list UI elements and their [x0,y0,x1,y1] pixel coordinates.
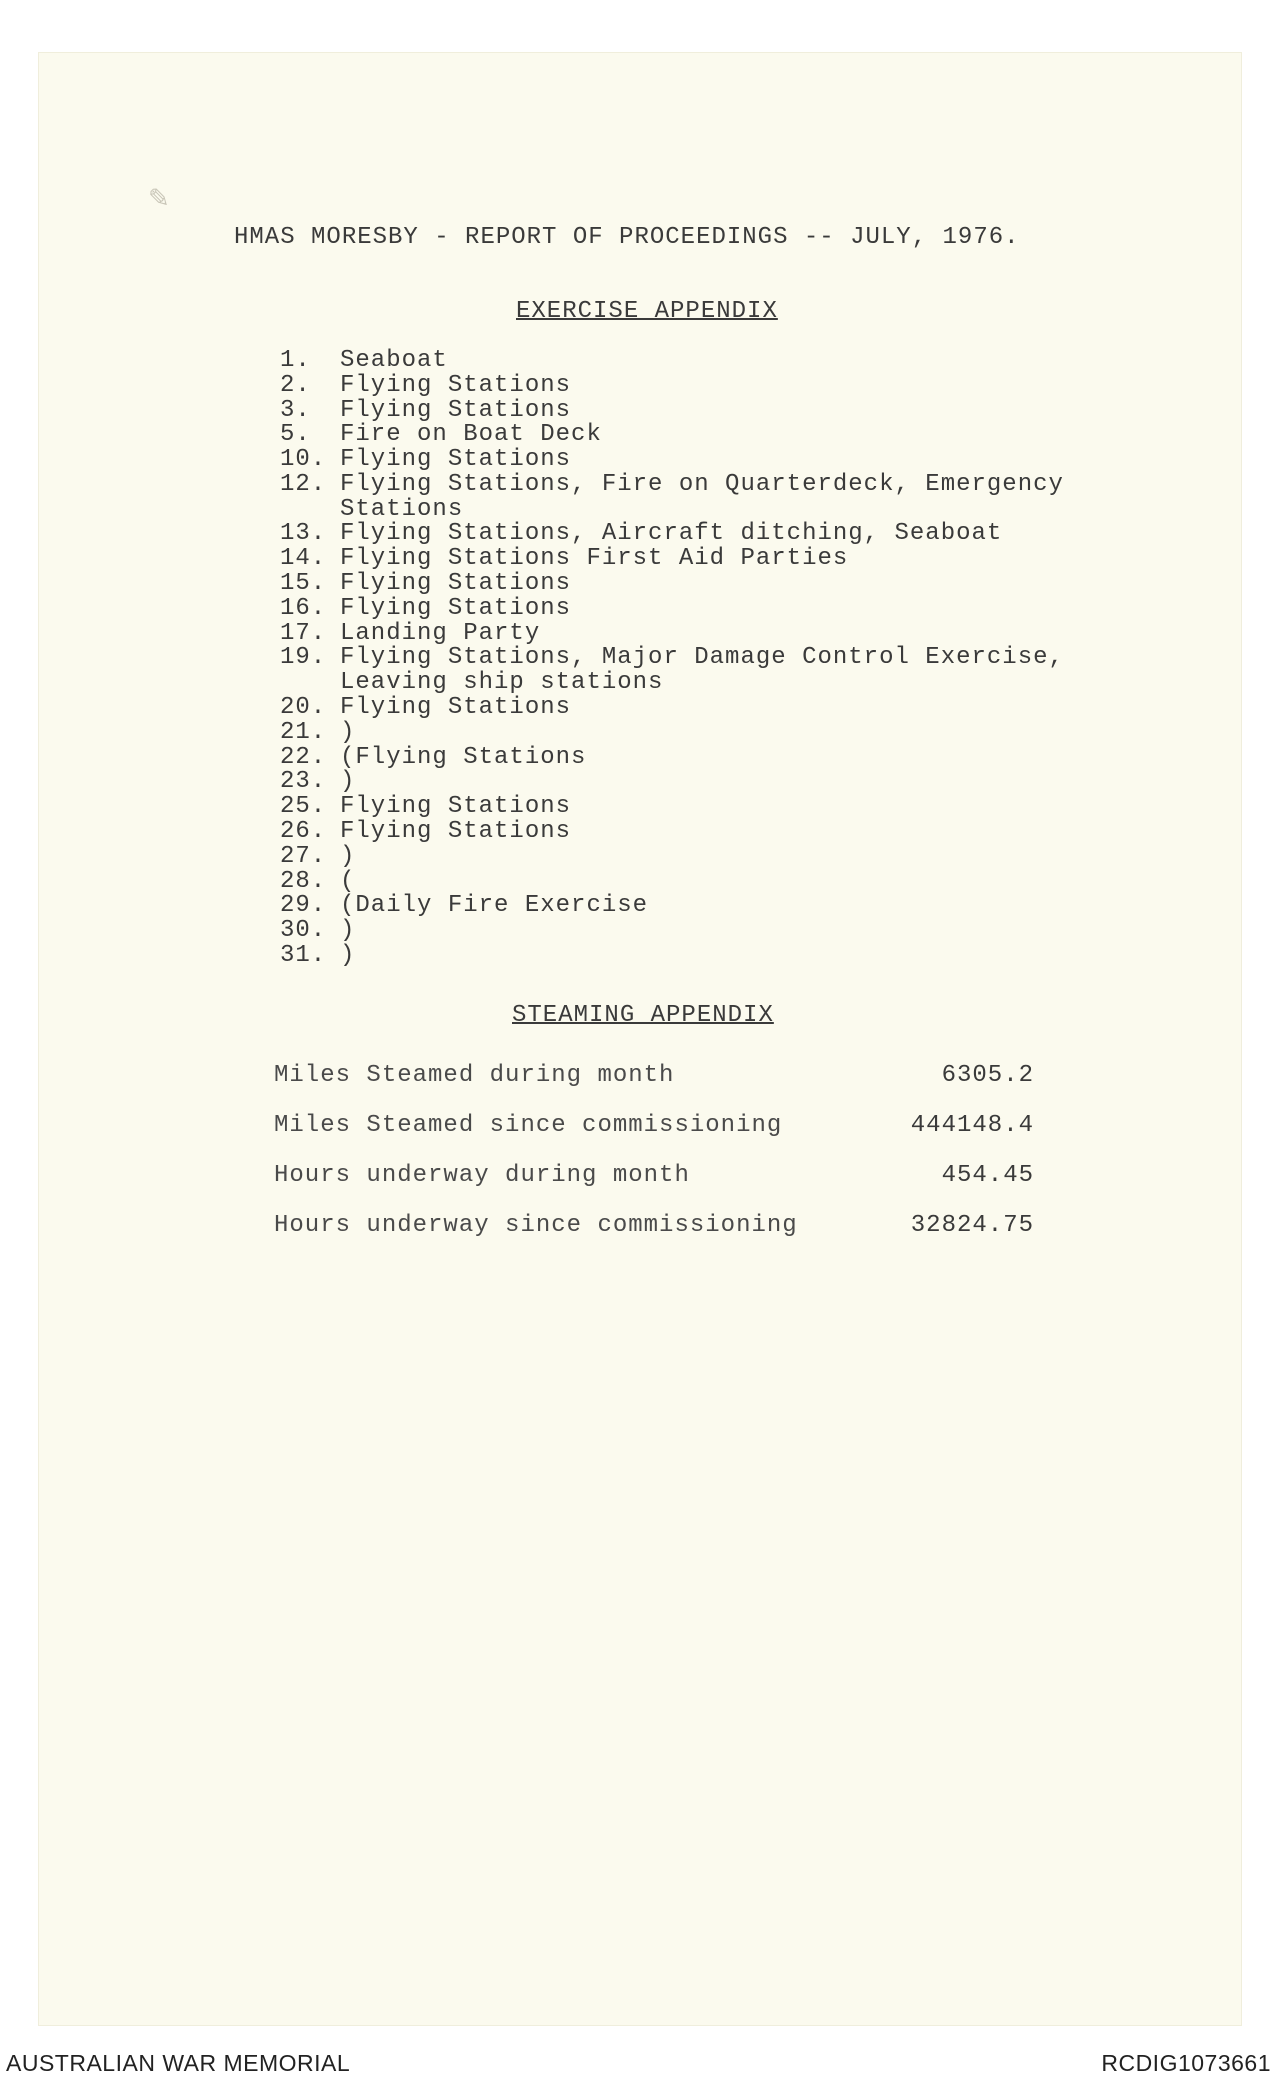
exercise-day-number: 26. [280,818,327,846]
exercise-description: Fire on Boat Deck [340,421,602,449]
steaming-value: 454.45 [941,1161,1034,1189]
exercise-day-number: 17. [280,619,327,647]
exercise-description: Landing Party [340,619,541,647]
steaming-table [274,1050,1034,1250]
footer-institution: AUSTRALIAN WAR MEMORIAL [6,2050,351,2076]
table-row [274,1200,1034,1250]
list-item [280,670,1064,695]
exercise-description: ( [340,867,356,895]
exercise-description: Flying Stations, Major Damage Control Exercise, [340,644,1064,672]
page-title: HMAS MORESBY - REPORT OF PROCEEDINGS -- JULY, 1976. [234,224,1020,251]
exercise-description: Flying Stations [340,694,572,722]
list-item [280,621,1064,646]
steaming-value: 444148.4 [910,1111,1034,1139]
exercise-description: ) [340,842,356,870]
steaming-value: 32824.75 [910,1211,1034,1239]
exercise-day-number: 14. [280,545,327,573]
exercise-description: Stations [340,495,464,523]
exercise-description: ) [340,768,356,796]
exercise-description: Flying Stations [340,570,572,598]
steaming-appendix-heading: STEAMING APPENDIX [512,1002,774,1029]
list-item [280,373,1064,398]
exercise-day-number: 12. [280,470,327,498]
list-item [280,596,1064,621]
exercise-description: Flying Stations [340,594,572,622]
list-item [280,794,1064,819]
list-item [280,348,1064,373]
exercise-day-number: 23. [280,768,327,796]
steaming-label: Miles Steamed since commissioning [274,1111,783,1139]
exercise-list [280,348,1064,968]
steaming-label: Hours underway during month [274,1161,690,1189]
exercise-day-number: 20. [280,694,327,722]
exercise-description: Flying Stations [340,371,572,399]
exercise-day-number: 30. [280,917,327,945]
table-row [274,1100,1034,1150]
exercise-day-number: 22. [280,743,327,771]
exercise-description: Flying Stations First Aid Parties [340,545,849,573]
list-item [280,943,1064,968]
exercise-day-number: 2. [280,371,311,399]
exercise-day-number: 1. [280,346,311,374]
exercise-day-number: 15. [280,570,327,598]
list-item [280,745,1064,770]
exercise-description: Flying Stations [340,793,572,821]
exercise-day-number: 28. [280,867,327,895]
exercise-day-number: 25. [280,793,327,821]
exercise-day-number: 31. [280,942,327,970]
list-item [280,422,1064,447]
exercise-day-number: 10. [280,446,327,474]
exercise-description: Flying Stations, Aircraft ditching, Seaboat [340,520,1003,548]
exercise-description: Flying Stations [340,818,572,846]
exercise-description: Leaving ship stations [340,669,664,697]
exercise-day-number: 29. [280,892,327,920]
exercise-description: ) [340,718,356,746]
list-item [280,770,1064,795]
table-row [274,1050,1034,1100]
exercise-description: (Flying Stations [340,743,587,771]
footer-record-id: RCDIG1073661 [1101,2050,1271,2076]
exercise-description: Flying Stations [340,396,572,424]
steaming-value: 6305.2 [941,1061,1034,1089]
list-item [280,497,1064,522]
exercise-appendix-heading: EXERCISE APPENDIX [516,298,778,325]
exercise-day-number: 3. [280,396,311,424]
steaming-label: Miles Steamed during month [274,1061,675,1089]
list-item [280,571,1064,596]
pencil-mark-icon: ✎ [148,184,170,214]
exercise-description: Seaboat [340,346,448,374]
list-item [280,894,1064,919]
exercise-description: ) [340,917,356,945]
list-item [280,546,1064,571]
exercise-day-number: 13. [280,520,327,548]
list-item [280,720,1064,745]
exercise-day-number: 5. [280,421,311,449]
exercise-day-number: 16. [280,594,327,622]
list-item [280,447,1064,472]
list-item [280,472,1064,497]
list-item [280,918,1064,943]
exercise-day-number: 21. [280,718,327,746]
list-item [280,844,1064,869]
list-item [280,398,1064,423]
steaming-label: Hours underway since commissioning [274,1211,798,1239]
exercise-day-number: 27. [280,842,327,870]
exercise-description: (Daily Fire Exercise [340,892,649,920]
exercise-description: Flying Stations, Fire on Quarterdeck, Emergency [340,470,1064,498]
exercise-description: ) [340,942,356,970]
list-item [280,522,1064,547]
list-item [280,646,1064,671]
exercise-day-number: 19. [280,644,327,672]
list-item [280,869,1064,894]
list-item [280,695,1064,720]
table-row [274,1150,1034,1200]
list-item [280,819,1064,844]
exercise-description: Flying Stations [340,446,572,474]
